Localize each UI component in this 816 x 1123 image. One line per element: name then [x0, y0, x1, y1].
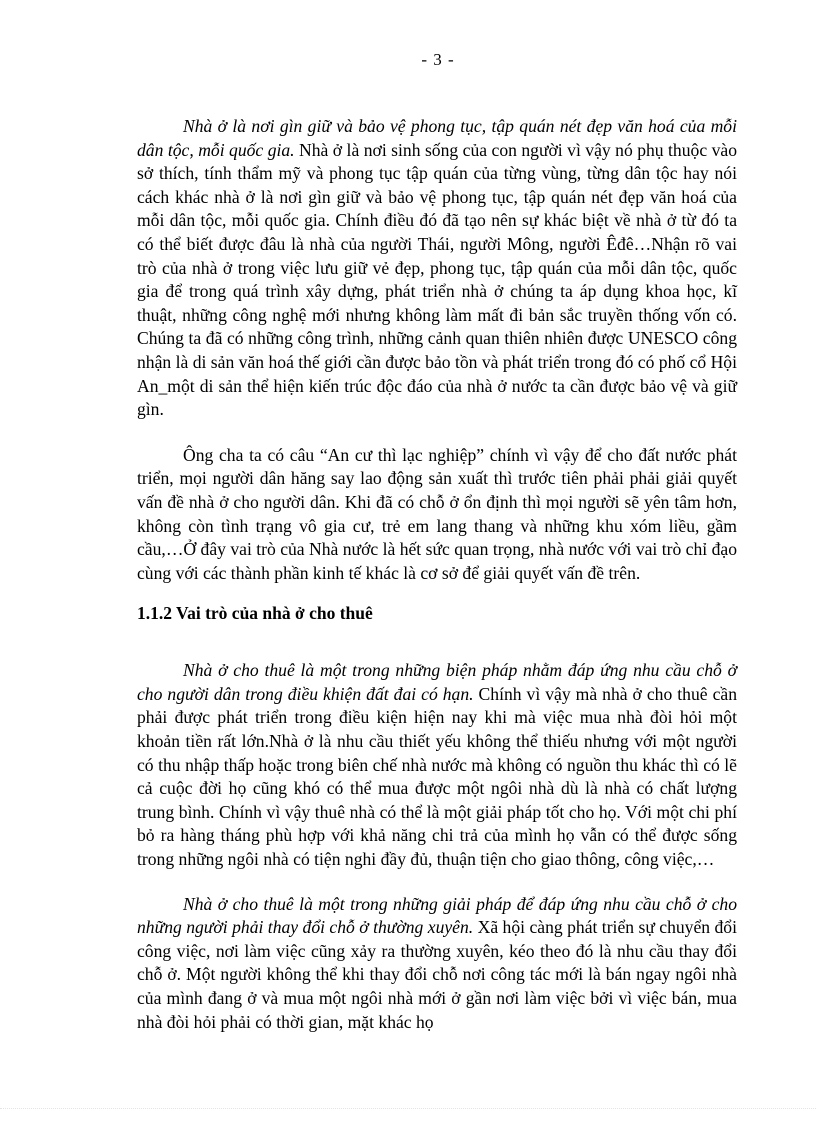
paragraph-relocation [137, 893, 737, 1035]
paragraph-housing-culture [137, 115, 737, 422]
paragraph-rental-role [137, 659, 737, 871]
paragraph-settle-down: Ông cha ta có câu “An cư thì lạc nghiệp” chính vì vậy để cho đất nước phát triển, mọi người dân hăng say lao động sản xuất thì trước tiên phải phải giải quyết vấn đề nhà ở cho người dân. Khi đã có chỗ ở ổn định thì mọi người sẽ yên tâm hơn, không còn tình trạng vô gia cư, trẻ em lang thang và những khu xóm liều, gầm cầu,…Ở đây vai trò của Nhà nước là hết sức quan trọng, nhà nước với vai trò chỉ đạo cùng với các thành phần kinh tế khác là cơ sở để giải quyết vấn đề trên. [137, 444, 737, 583]
page-bottom-divider [0, 1108, 816, 1109]
paragraph-body: Xã hội càng phát triển sự chuyển đổi công việc, nơi làm việc cũng xảy ra thường xuyên, kéo theo đó là nhu cầu thay đổi chỗ ở. Một người không thể khi thay đổi chỗ nơi công tác mới là bán ngay ngôi nhà của mình đang ở và mua một ngôi nhà mới ở gần nơi làm việc bởi vì việc bán, mua nhà đòi hỏi phải có thời gian, mặt khác họ [137, 917, 737, 1032]
paragraph-body: Nhà ở là nơi sinh sống của con người vì vậy nó phụ thuộc vào sở thích, tính thẩm mỹ và phong tục tập quán của từng vùng, từng dân tộc hay nói cách khác nhà ở là nơi gìn giữ và bảo vệ phong tục, tập quán nét đẹp văn hoá của mỗi dân tộc, mỗi quốc gia. Chính điều đó đã tạo nên sự khác biệt về nhà ở từ đó ta có thể biết được đâu là nhà của người Thái, người Mông, người Êđê…Nhận rõ vai trò của nhà ở trong việc lưu giữ vẻ đẹp, phong tục, tập quán của mỗi dân tộc, quốc gia để trong quá trình xây dựng, phát triển nhà ở chúng ta áp dụng khoa học, kĩ thuật, những công nghệ mới nhưng không làm mất đi bản sắc truyền thống vốn có. Chúng ta đã có những công trình, những cảnh quan thiên nhiên được UNESCO công nhận là di sản văn hoá thế giới cần được bảo tồn và phát triển trong đó có phố cổ Hội An_một di sản thể hiện kiến trúc độc đáo của nhà ở nước ta cần được bảo vệ và giữ gìn. [137, 139, 737, 420]
paragraph-body: Chính vì vậy mà nhà ở cho thuê cần phải được phát triển trong điều kiện hiện nay khi mà việc mua nhà đòi hỏi một khoản tiền rất lớn.Nhà ở là nhu cầu thiết yếu không thể thiếu nhưng với một người có thu nhập thấp hoặc trong biên chế nhà nước mà không có nguồn thu khác thì có lẽ cả cuộc đời họ cũng khó có thể mua được một ngôi nhà dù là nhà có chất lượng trung bình. Chính vì vậy thuê nhà có thể là một giải pháp tốt cho họ. Với một chi phí bỏ ra hàng tháng phù hợp với khả năng chi trả của mình họ vẫn có thể được sống trong những ngôi nhà có tiện nghi đầy đủ, thuận tiện cho giao thông, công việc,… [137, 683, 737, 870]
paragraph-lead: Nhà ở cho thuê là một trong những giải pháp để đáp ứng nhu cầu chỗ ở cho những người phải thay đổi chỗ ở thường xuyên. [137, 893, 737, 938]
paragraph-lead: Nhà ở là nơi gìn giữ và bảo vệ phong tục, tập quán nét đẹp văn hoá của mỗi dân tộc, mỗi quốc gia. [137, 116, 737, 160]
document-body [137, 115, 737, 1034]
paragraph-lead: Nhà ở cho thuê là một trong những biện pháp nhằm đáp ứng nhu cầu chỗ ở cho người dân trong điều khiện đất đai có hạn. [137, 660, 737, 704]
section-heading: 1.1.2 Vai trò của nhà ở cho thuê [137, 603, 373, 624]
page-number: - 3 - [421, 50, 455, 69]
